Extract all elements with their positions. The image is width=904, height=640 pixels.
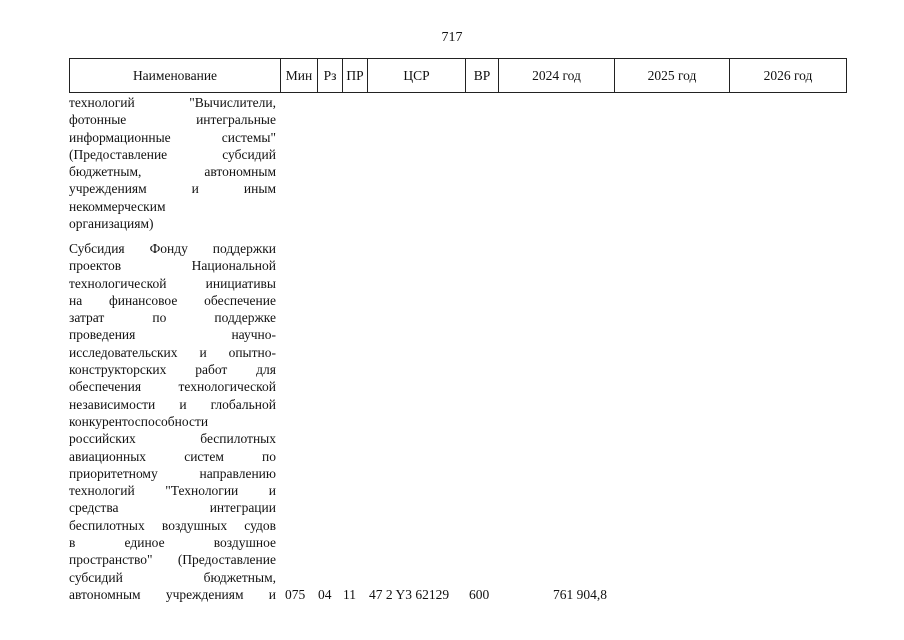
header-year-2026: 2026 год: [763, 67, 813, 83]
header-vr: ВР: [466, 59, 499, 92]
row-1-name-line: фотонные интегральные: [69, 112, 276, 128]
row-2-name-line: на финансовое обеспечение: [69, 292, 276, 308]
row-1-name-line: (Предоставление субсидий: [69, 146, 276, 162]
row-2-name-line: независимости и глобальной: [69, 396, 276, 412]
row-2-name-line: авиационных систем по: [69, 448, 276, 464]
table-row-2-name: [69, 240, 276, 603]
row-1-name-line: технологий "Вычислители,: [69, 95, 276, 110]
row-1-name-line: некоммерческим: [69, 198, 166, 214]
table-row-1-name: [69, 94, 276, 232]
table-header: [69, 58, 847, 93]
row-2-name-line: обеспечения технологической: [69, 379, 276, 395]
row-2-name-line: исследовательских и опытно-: [69, 344, 276, 360]
header-csr: ЦСР: [368, 59, 466, 92]
header-min: Мин: [281, 59, 318, 92]
header-rz: Рз: [318, 59, 343, 92]
row-2-name-line: проведения научно-: [69, 327, 276, 343]
row-1-name-line: бюджетным, автономным: [69, 164, 276, 180]
row-2-name-line: в единое воздушное: [69, 535, 276, 551]
row-2-name-line: беспилотных воздушных судов: [69, 517, 276, 533]
row-2-name-line: технологий "Технологии и: [69, 483, 276, 499]
row-2-name-line: российских беспилотных: [69, 431, 276, 447]
row-2-name-line: приоритетному направлению: [69, 465, 276, 481]
row-2-name-line: Субсидия Фонду поддержки: [69, 241, 276, 256]
row-2-name-line: проектов Национальной: [69, 258, 276, 274]
row-2-name-line: средства интеграции: [69, 500, 276, 516]
row-1-name-line: организациям): [69, 216, 154, 232]
row-2-name-line: конкурентоспособности: [69, 413, 209, 429]
row-2-pr: 11: [343, 587, 356, 602]
row-2-amount-2024: 761 904,8: [553, 587, 607, 602]
row-2-csr: 47 2 Y3 62129: [369, 587, 450, 602]
row-2-name-line: субсидий бюджетным,: [69, 569, 276, 585]
row-2-name-line: затрат по поддержке: [69, 310, 276, 326]
row-2-rz: 04: [318, 587, 332, 602]
row-2-name-line: пространство" (Предоставление: [69, 552, 276, 568]
row-2-vr: 600: [469, 587, 490, 602]
header-year-2025: 2025 год: [615, 59, 730, 92]
row-2-name-line: конструкторских работ для: [69, 362, 276, 378]
row-1-name-line: учреждениям и иным: [69, 181, 276, 197]
row-2-min: 075: [285, 587, 306, 602]
header-year-2024: 2024 год: [499, 59, 615, 92]
row-1-name-line: информационные системы": [69, 129, 276, 145]
header-pr: ПР: [343, 59, 368, 92]
row-2-name-line: технологической инициативы: [69, 275, 276, 291]
header-name: Наименование: [70, 59, 281, 92]
row-2-name-line: автономным учреждениям и: [69, 586, 276, 602]
page-number: 717: [441, 30, 463, 45]
